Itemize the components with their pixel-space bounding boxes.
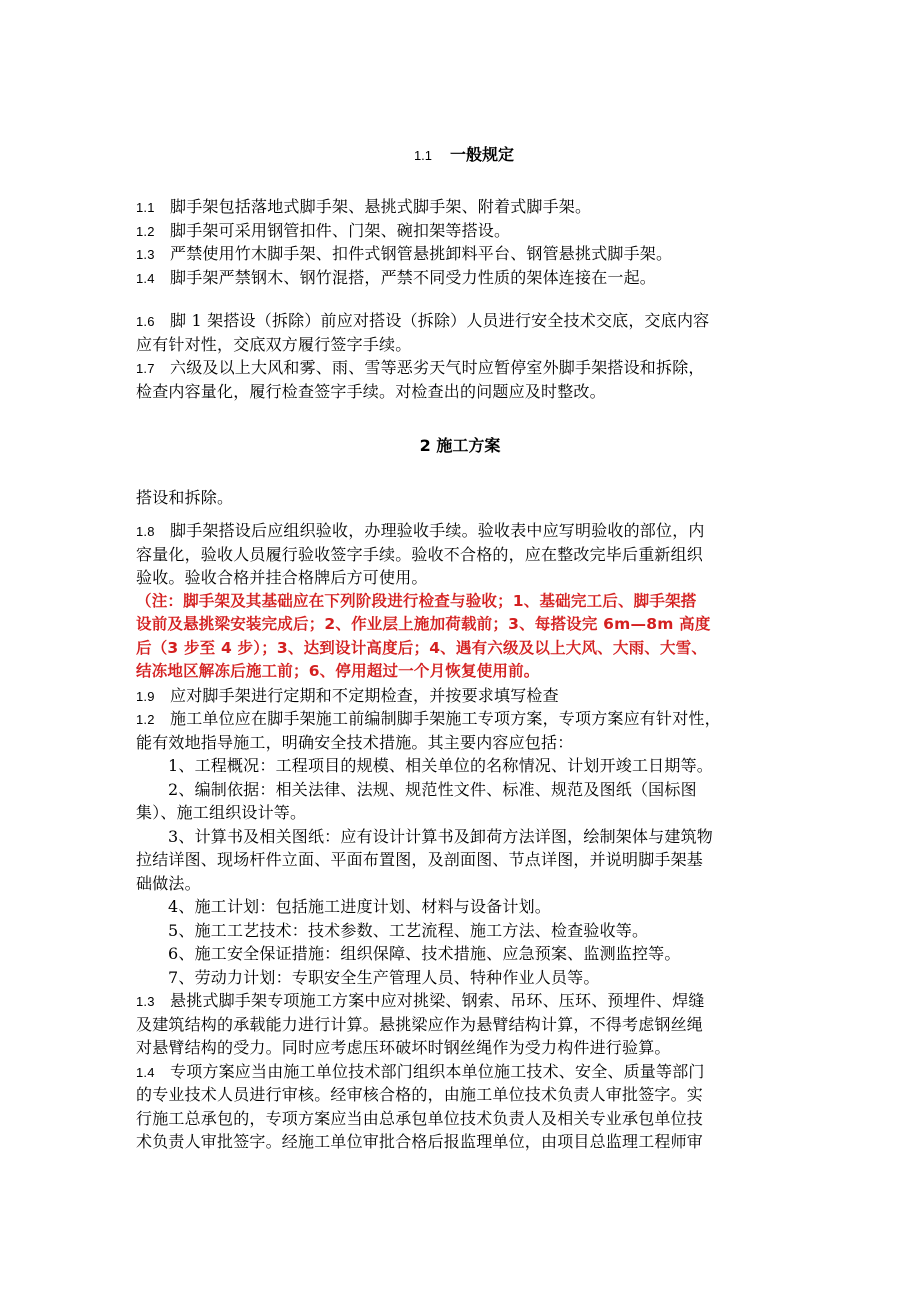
plan-item: 5、施工工艺技术：技术参数、工艺流程、施工方法、检查验收等。	[168, 920, 649, 940]
plan-item: 1、工程概况：工程项目的规模、相关单位的名称情况、计划开竣工日期等。	[168, 756, 713, 775]
plan-item: 3、计算书及相关图纸：应有设计计算书及卸荷方法详图，绘制架体与建筑物	[168, 826, 713, 846]
fragment-text: 搭设和拆除。	[136, 488, 234, 507]
section-title: 一般规定	[449, 145, 514, 164]
rule-item: 1.1 脚手架包括落地式脚手架、悬挑式脚手架、附着式脚手架。	[136, 197, 592, 216]
rule-1-3-cantilever: 1.3 悬挑式脚手架专项施工方案中应对挑梁、钢索、吊环、压环、预埋件、焊缝	[136, 991, 705, 1010]
inspection-note: （注：脚手架及其基础应在下列阶段进行检查与验收；1、基础完工后、脚手架搭	[136, 591, 697, 610]
section-title: 2 施工方案	[419, 436, 501, 455]
rule-item: 1.3 严禁使用竹木脚手架、扣件式钢管悬挑卸料平台、钢管悬挑式脚手架。	[136, 244, 673, 263]
plan-item: 2、编制依据：相关法律、法规、规范性文件、标准、规范及图纸（国标图	[168, 779, 697, 799]
rule-1-9: 1.9 应对脚手架进行定期和不定期检查，并按要求填写检查	[136, 685, 559, 705]
plan-item: 7、劳动力计划：专职安全生产管理人员、特种作业人员等。	[168, 967, 600, 987]
plan-item: 6、施工安全保证措施：组织保障、技术措施、应急预案、监测监控等。	[168, 944, 681, 963]
section-number: 1.1	[413, 148, 433, 163]
rule-1-8: 1.8 脚手架搭设后应组织验收，办理验收手续。验收表中应写明验收的部位，内 容量化，验收人员履行验收签字手续。验收不合格的，应在整改完毕后重新组织 验收。验收合格并挂合格牌后方可使用。 （注：脚手架及其基础应在下列阶段进行检查与验收；1、基础完工后、脚手架搭 设前及悬挑梁安装完成后；2、作业层上施加荷载前；3、每搭设完 6m—8m 高度 后（3 步至 4 步）；3、达到设计高度后；4、遇有六级及以上大风、大雨、大雪、 结冻地区解冻后施工前；6、停用超过一个月恢复使用前。 1.9 应对脚手架进行定期和不定期检查，并按要求填写检查 1.2 施工单位应在脚手架施工前编制脚手架施工专项方案，专项方案应有针对性， 能有效地指导施工，明确安全技术措施。其主要内容应包括： 1、工程概况：工程项目的规模、相关单位的名称情况、计划开竣工日期等。 2、编制依据：相关法律、法规、规范性文件、标准、规范及图纸（国标图 集）、施工组织设计等。 3、计算书及相关图纸：应有设计计算书及卸荷方法详图，绘制架体与建筑物 拉结详图、现场杆件立面、平面布置图，及剖面图、节点详图，并说明脚手架基 础做法。 4、施工计划：包括施工进度计划、材料与设备计划。 5、施工工艺技术：技术参数、工艺流程、施工方法、检查验收等。 6、施工安全保证措施：组织保障、技术措施、应急预案、监测监控等。 7、劳动力计划：专职安全生产管理人员、特种作业人员等。 1.3 悬挑式脚手架专项施工方案中应对挑梁、钢索、吊环、压环、预埋件、焊缝 及建筑结构的承载能力进行计算。悬挑梁应作为悬臂结构计算，不得考虑钢丝绳 对悬臂结构的受力。同时应考虑压环破坏时钢丝绳作为受力构件进行验算。 1.4 专项方案应当由施工单位技术部门组织本单位施工技术、安全、质量等部门 的专业技术人员进行审核。经审核合格的，由施工单位技术负责人审批签字。实 行施工总承包的，专项方案应当由总承包单位技术负责人及相关专业承包单位技 术负责人审批签字。经施工单位审批合格后报监理单位，由项目总监理工程师审	[136, 519, 796, 1154]
general-rules-list	[136, 195, 796, 289]
section-heading-general	[0, 145, 920, 166]
rule-item: 1.2 脚手架可采用钢管扣件、门架、碗扣架等搭设。	[136, 220, 511, 240]
rule-item: 1.4 脚手架严禁钢木、钢竹混搭，严禁不同受力性质的架体连接在一起。	[136, 267, 657, 287]
section-heading-construction-plan	[0, 436, 920, 456]
rule-1-7: 1.7 六级及以上大风和雾、雨、雪等恶劣天气时应暂停室外脚手架搭设和拆除，	[136, 358, 705, 377]
rule-1-6: 1.6 脚 1 架搭设（拆除）前应对搭设（拆除）人员进行安全技术交底，交底内容 应有针对性，交底双方履行签字手续。 1.7 六级及以上大风和雾、雨、雪等恶劣天气时应暂停室外脚手架搭设和拆除， 检查内容量化，履行检查签字手续。对检查出的问题应及时整改。	[136, 309, 796, 403]
plan-item: 4、施工计划：包括施工进度计划、材料与设备计划。	[168, 897, 551, 916]
rule-1-4-review: 1.4 专项方案应当由施工单位技术部门组织本单位施工技术、安全、质量等部门	[136, 1061, 705, 1081]
rule-1-2-plan: 1.2 施工单位应在脚手架施工前编制脚手架施工专项方案，专项方案应有针对性，	[136, 709, 721, 728]
